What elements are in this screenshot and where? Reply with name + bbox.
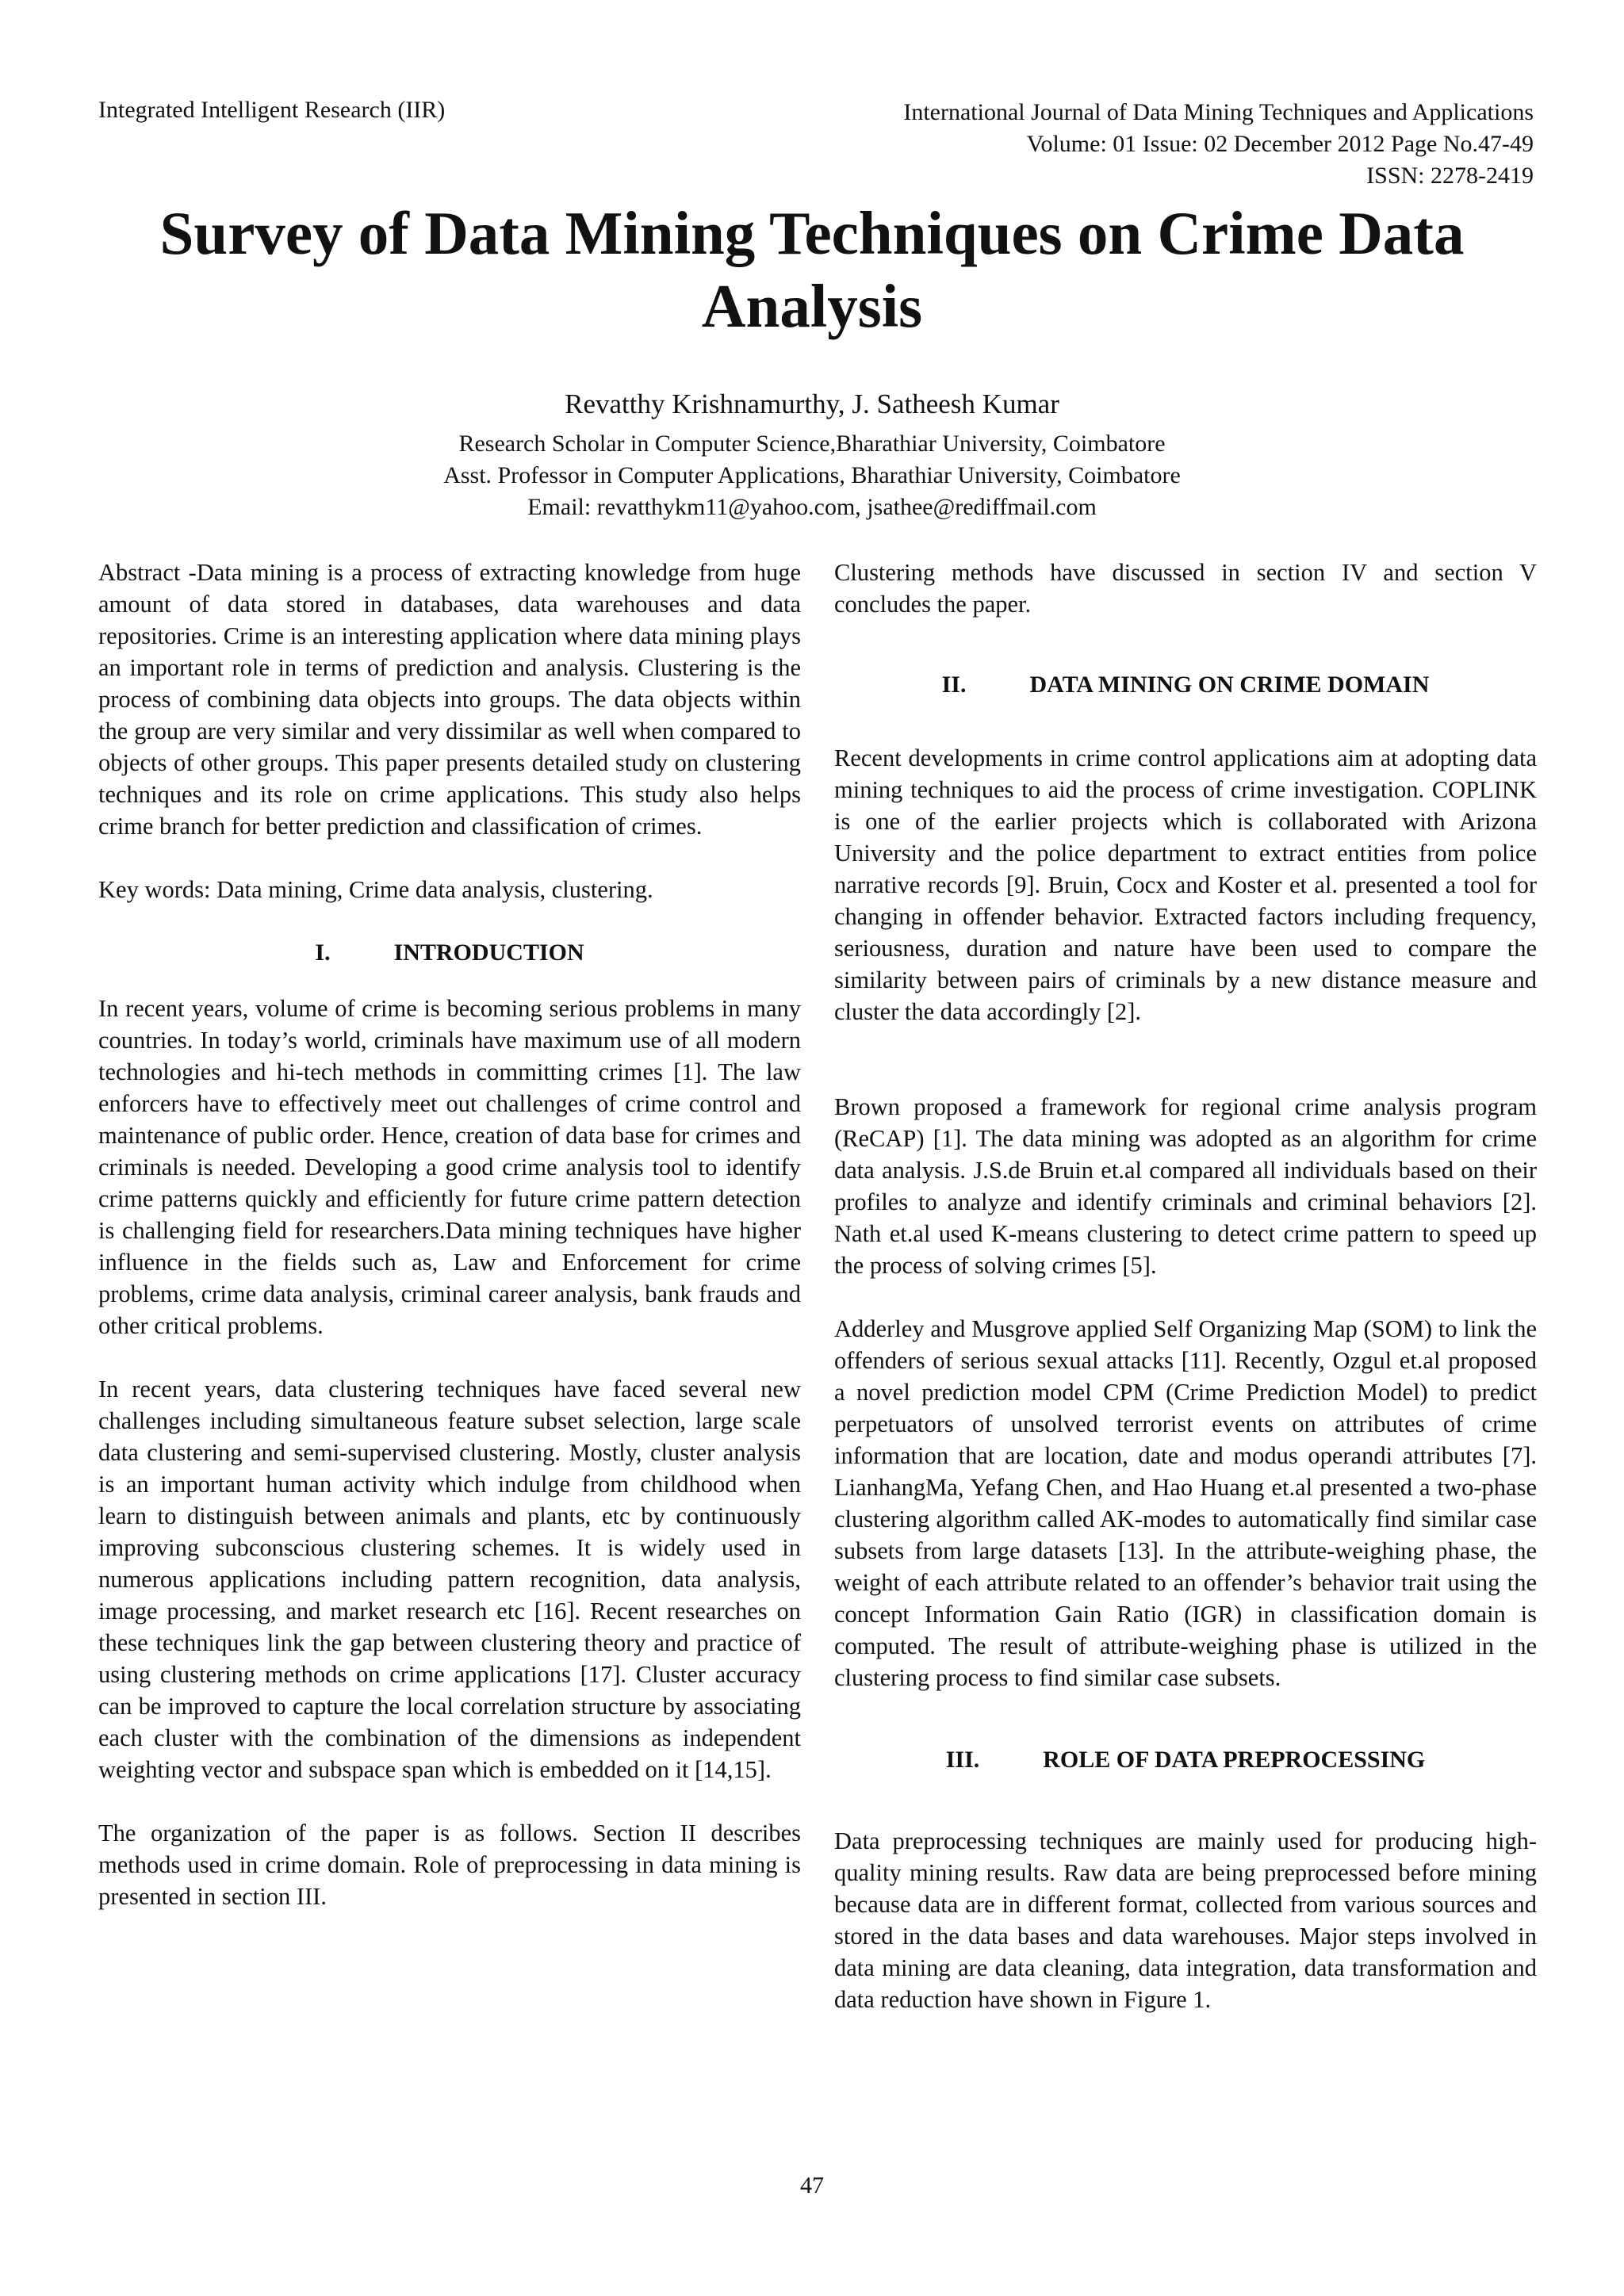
section-title: INTRODUCTION xyxy=(393,939,584,966)
section-title: DATA MINING ON CRIME DOMAIN xyxy=(1029,672,1430,698)
organization-continued: Clustering methods have discussed in section IV and section V concludes the paper. xyxy=(834,559,1537,618)
section-number: III. xyxy=(945,1747,980,1773)
intro-paragraph-3: The organization of the paper is as follows. Section II describes methods used in crime domain. Role of preprocessing in data mining is presented in section III. xyxy=(98,1820,801,1910)
section-number: II. xyxy=(941,672,967,698)
journal-short-name: Integrated Intelligent Research (IIR) xyxy=(98,97,446,123)
section-number: I. xyxy=(315,939,331,966)
title-line-2: Analysis xyxy=(701,272,923,340)
paper-title xyxy=(0,197,1624,342)
email: Email: revatthykm11@yahoo.com, jsathee@rediffmail.com xyxy=(527,494,1097,520)
intro-paragraph-1: In recent years, volume of crime is becoming serious problems in many countries. In today’s world, criminals have maximum use of all modern technologies and hi-tech methods in committing crimes [1]. The law enforcers have to effectively meet out challenges of crime control and maintenance of public order. Hence, creation of data base for crimes and criminals is needed. Developing a good crime analysis tool to identify crime patterns quickly and efficiently for future crime pattern detection is challenging field for researchers.Data mining techniques have higher influence in the fields such as, Law and Enforcement for crime problems, crime data analysis, criminal career analysis, bank frauds and other critical problems. xyxy=(98,995,801,1339)
journal-title: International Journal of Data Mining Techniques and Applications xyxy=(903,99,1534,125)
right-column xyxy=(834,557,1537,2015)
intro-paragraph-2: In recent years, data clustering techniques have faced several new challenges including simultaneous feature subset selection, large scale data clustering and semi-supervised clustering. Mostly, cluster analysis is an important human activity which indulge from childhood when learn to distinguish between animals and plants, etc by continuously improving subconscious clustering schemes. It is widely used in numerous applications including pattern recognition, data analysis, image processing, and market research etc [16]. Recent researches on these techniques link the gap between clustering theory and practice of using clustering methods on crime applications [17]. Cluster accuracy can be improved to capture the local correlation structure by associating each cluster with the combination of the dimensions as independent weighting vector and subspace span which is embedded on it [14,15]. xyxy=(98,1376,801,1783)
title-line-1: Survey of Data Mining Techniques on Crime Data xyxy=(159,199,1465,267)
authors: Revatthy Krishnamurthy, J. Satheesh Kumar xyxy=(565,388,1059,419)
left-column xyxy=(98,557,801,1912)
section-heading-crime-domain xyxy=(834,669,1537,701)
journal-volume: Volume: 01 Issue: 02 December 2012 Page No.47-49 xyxy=(1026,131,1534,157)
crime-paragraph-3: Adderley and Musgrove applied Self Organizing Map (SOM) to link the offenders of serious sexual attacks [11]. Recently, Ozgul et.al proposed a novel prediction model CPM (Crime Prediction Model) to predict perpetuators of unsolved terrorist events on attributes of crime information that are location, date and modus operandi attributes [7]. LianhangMa, Yefang Chen, and Hao Huang et.al presented a two-phase clustering algorithm called AK-modes to automatically find similar case subsets from large datasets [13]. In the attribute-weighing phase, the weight of each attribute related to an offender’s behavior trait using the concept Information Gain Ratio (IGR) in classification domain is computed. The result of attribute-weighing phase is utilized in the clustering process to find similar case subsets. xyxy=(834,1315,1537,1691)
affiliation-1: Research Scholar in Computer Science,Bharathiar University, Coimbatore xyxy=(458,430,1166,457)
crime-paragraph-1: Recent developments in crime control applications aim at adopting data mining techniques to aid the process of crime investigation. COPLINK is one of the earlier projects which is collaborated with Arizona University and the police department to extract entities from police narrative records [9]. Bruin, Cocx and Koster et al. presented a tool for changing in offender behavior. Extracted factors including frequency, seriousness, duration and nature have been used to compare the similarity between pairs of criminals by a new distance measure and cluster the data accordingly [2]. xyxy=(834,744,1537,1025)
abstract: Abstract -Data mining is a process of extracting knowledge from huge amount of data stored in databases, data warehouses and data repositories. Crime is an interesting application where data mining plays an important role in terms of prediction and analysis. Clustering is the process of combining data objects into groups. The data objects within the group are very similar and very dissimilar as well when compared to objects of other groups. This paper presents detailed study on clustering techniques and its role on crime applications. This study also helps crime branch for better prediction and classification of crimes. xyxy=(98,559,801,840)
journal-info xyxy=(903,97,1534,192)
section-heading-introduction xyxy=(98,937,801,969)
page-number: 47 xyxy=(800,2172,824,2198)
keywords: Key words: Data mining, Crime data analysis, clustering. xyxy=(98,876,653,903)
journal-issn: ISSN: 2278-2419 xyxy=(1366,163,1534,189)
crime-paragraph-2: Brown proposed a framework for regional crime analysis program (ReCAP) [1]. The data mining was adopted as an algorithm for crime data analysis. J.S.de Bruin et.al compared all individuals based on their profiles to analyze and identify criminals and criminal behaviors [2]. Nath et.al used K-means clustering to detect crime pattern to speed up the process of solving crimes [5]. xyxy=(834,1093,1537,1279)
section-heading-preprocessing xyxy=(834,1744,1537,1776)
section-title: ROLE OF DATA PREPROCESSING xyxy=(1043,1747,1426,1773)
preprocessing-paragraph-1: Data preprocessing techniques are mainly used for producing high-quality mining results. Raw data are being preprocessed before mining because data are in different format, collected from various sources and stored in the data bases and data warehouses. Major steps involved in data mining are data cleaning, data integration, data transformation and data reduction have shown in Figure 1. xyxy=(834,1827,1537,2013)
affiliation-2: Asst. Professor in Computer Applications, Bharathiar University, Coimbatore xyxy=(443,462,1181,488)
